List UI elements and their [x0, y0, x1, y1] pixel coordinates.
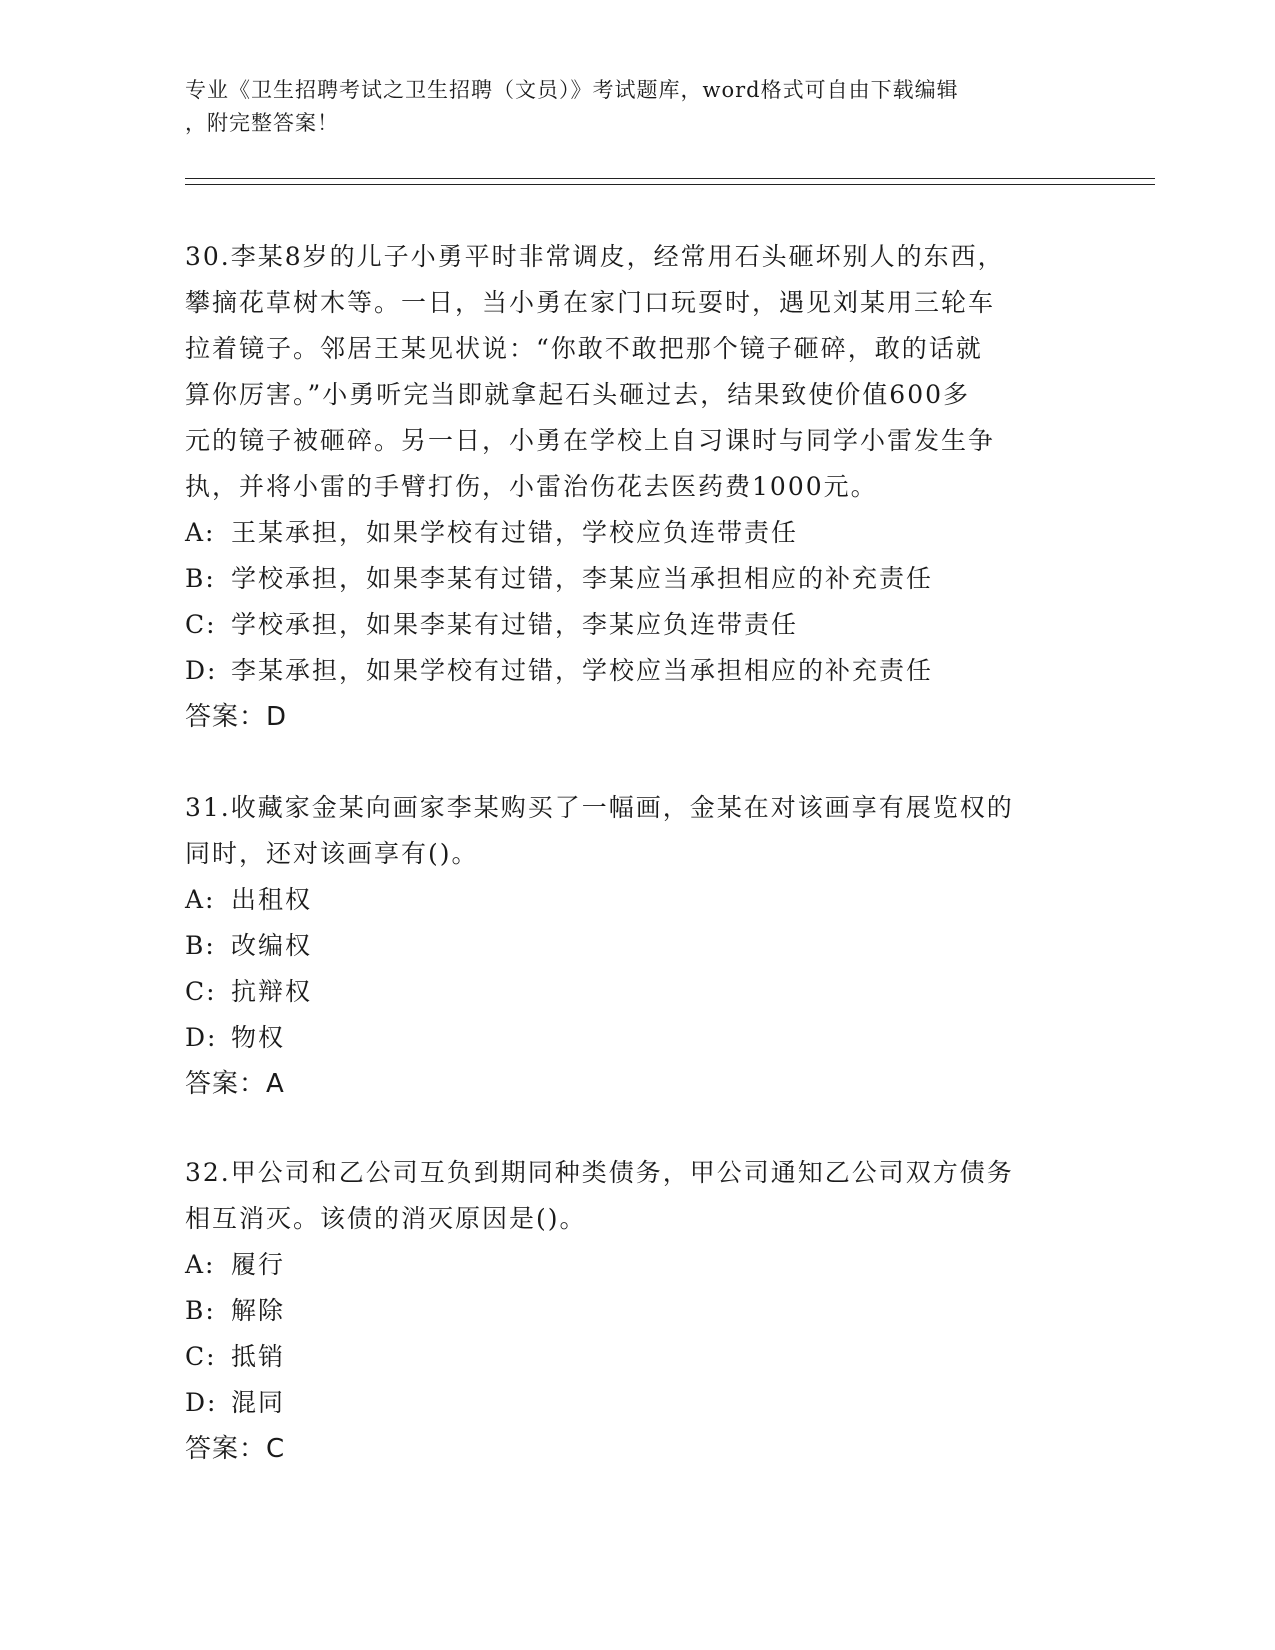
option-d: [185, 1380, 1085, 1426]
header-line-2: ，附完整答案！: [185, 111, 339, 135]
option-b: [185, 1288, 1085, 1334]
option-d: [185, 648, 1085, 694]
option-text: 李某承担，如果学校有过错，学校应当承担相应的补充责任: [231, 656, 934, 685]
option-text: 学校承担，如果李某有过错，李某应当承担相应的补充责任: [231, 564, 934, 593]
answer-line: 答案：D: [185, 702, 288, 732]
question-stem-line: 拉着镜子。邻居王某见状说：“你敢不敢把那个镜子砸碎，敢的话就: [185, 334, 983, 363]
option-key: D:: [185, 1023, 218, 1052]
option-text: 王某承担，如果学校有过错，学校应负连带责任: [231, 518, 799, 547]
question-stem-line: 攀摘花草树木等。一日，当小勇在家门口玩耍时，遇见刘某用三轮车: [185, 288, 996, 317]
option-text: 混同: [231, 1388, 286, 1417]
option-key: C:: [185, 977, 217, 1006]
option-key: D:: [185, 1388, 218, 1417]
answer-line: 答案：A: [185, 1069, 285, 1099]
header-divider-top: [185, 178, 1155, 179]
question-stem-line: 30.李某8岁的儿子小勇平时非常调皮，经常用石头砸坏别人的东西，: [185, 242, 1005, 271]
question-stem-line: 32.甲公司和乙公司互负到期同种类债务，甲公司通知乙公司双方债务: [185, 1158, 1014, 1187]
option-key: C:: [185, 1342, 217, 1371]
option-key: B:: [185, 931, 216, 960]
question-stem-line: 执，并将小雷的手臂打伤，小雷治伤花去医药费1000元。: [185, 472, 878, 501]
option-text: 抗辩权: [231, 977, 313, 1006]
answer-line: 答案：C: [185, 1434, 286, 1464]
option-text: 抵销: [231, 1342, 286, 1371]
question-31: [185, 785, 1085, 1107]
question-stem-line: 元的镜子被砸碎。另一日，小勇在学校上自习课时与同学小雷发生争: [185, 426, 996, 455]
header-divider-bottom: [185, 184, 1155, 185]
option-key: D:: [185, 656, 218, 685]
option-text: 履行: [231, 1250, 286, 1279]
option-c: [185, 969, 1085, 1015]
option-a: [185, 1242, 1085, 1288]
question-stem-line: 同时，还对该画享有()。: [185, 839, 479, 868]
option-key: A:: [185, 518, 216, 547]
option-key: A:: [185, 885, 216, 914]
option-d: [185, 1015, 1085, 1061]
option-key: C:: [185, 610, 217, 639]
question-stem-line: 31.收藏家金某向画家李某购买了一幅画，金某在对该画享有展览权的: [185, 793, 1014, 822]
option-key: B:: [185, 564, 216, 593]
option-a: [185, 510, 1085, 556]
option-key: A:: [185, 1250, 216, 1279]
header-line-1: 专业《卫生招聘考试之卫生招聘（文员）》考试题库，word格式可自由下载编辑: [185, 78, 959, 102]
option-text: 改编权: [231, 931, 313, 960]
option-c: [185, 1334, 1085, 1380]
option-c: [185, 602, 1085, 648]
option-key: B:: [185, 1296, 216, 1325]
option-text: 物权: [231, 1023, 286, 1052]
option-a: [185, 877, 1085, 923]
option-b: [185, 923, 1085, 969]
option-text: 学校承担，如果李某有过错，李某应负连带责任: [231, 610, 799, 639]
question-30: [185, 234, 1085, 740]
question-stem-line: 算你厉害。”小勇听完当即就拿起石头砸过去，结果致使价值600多: [185, 380, 971, 409]
option-text: 解除: [231, 1296, 286, 1325]
question-32: [185, 1150, 1085, 1472]
document-header: [185, 74, 1085, 140]
option-b: [185, 556, 1085, 602]
question-stem-line: 相互消灭。该债的消灭原因是()。: [185, 1204, 587, 1233]
option-text: 出租权: [231, 885, 313, 914]
